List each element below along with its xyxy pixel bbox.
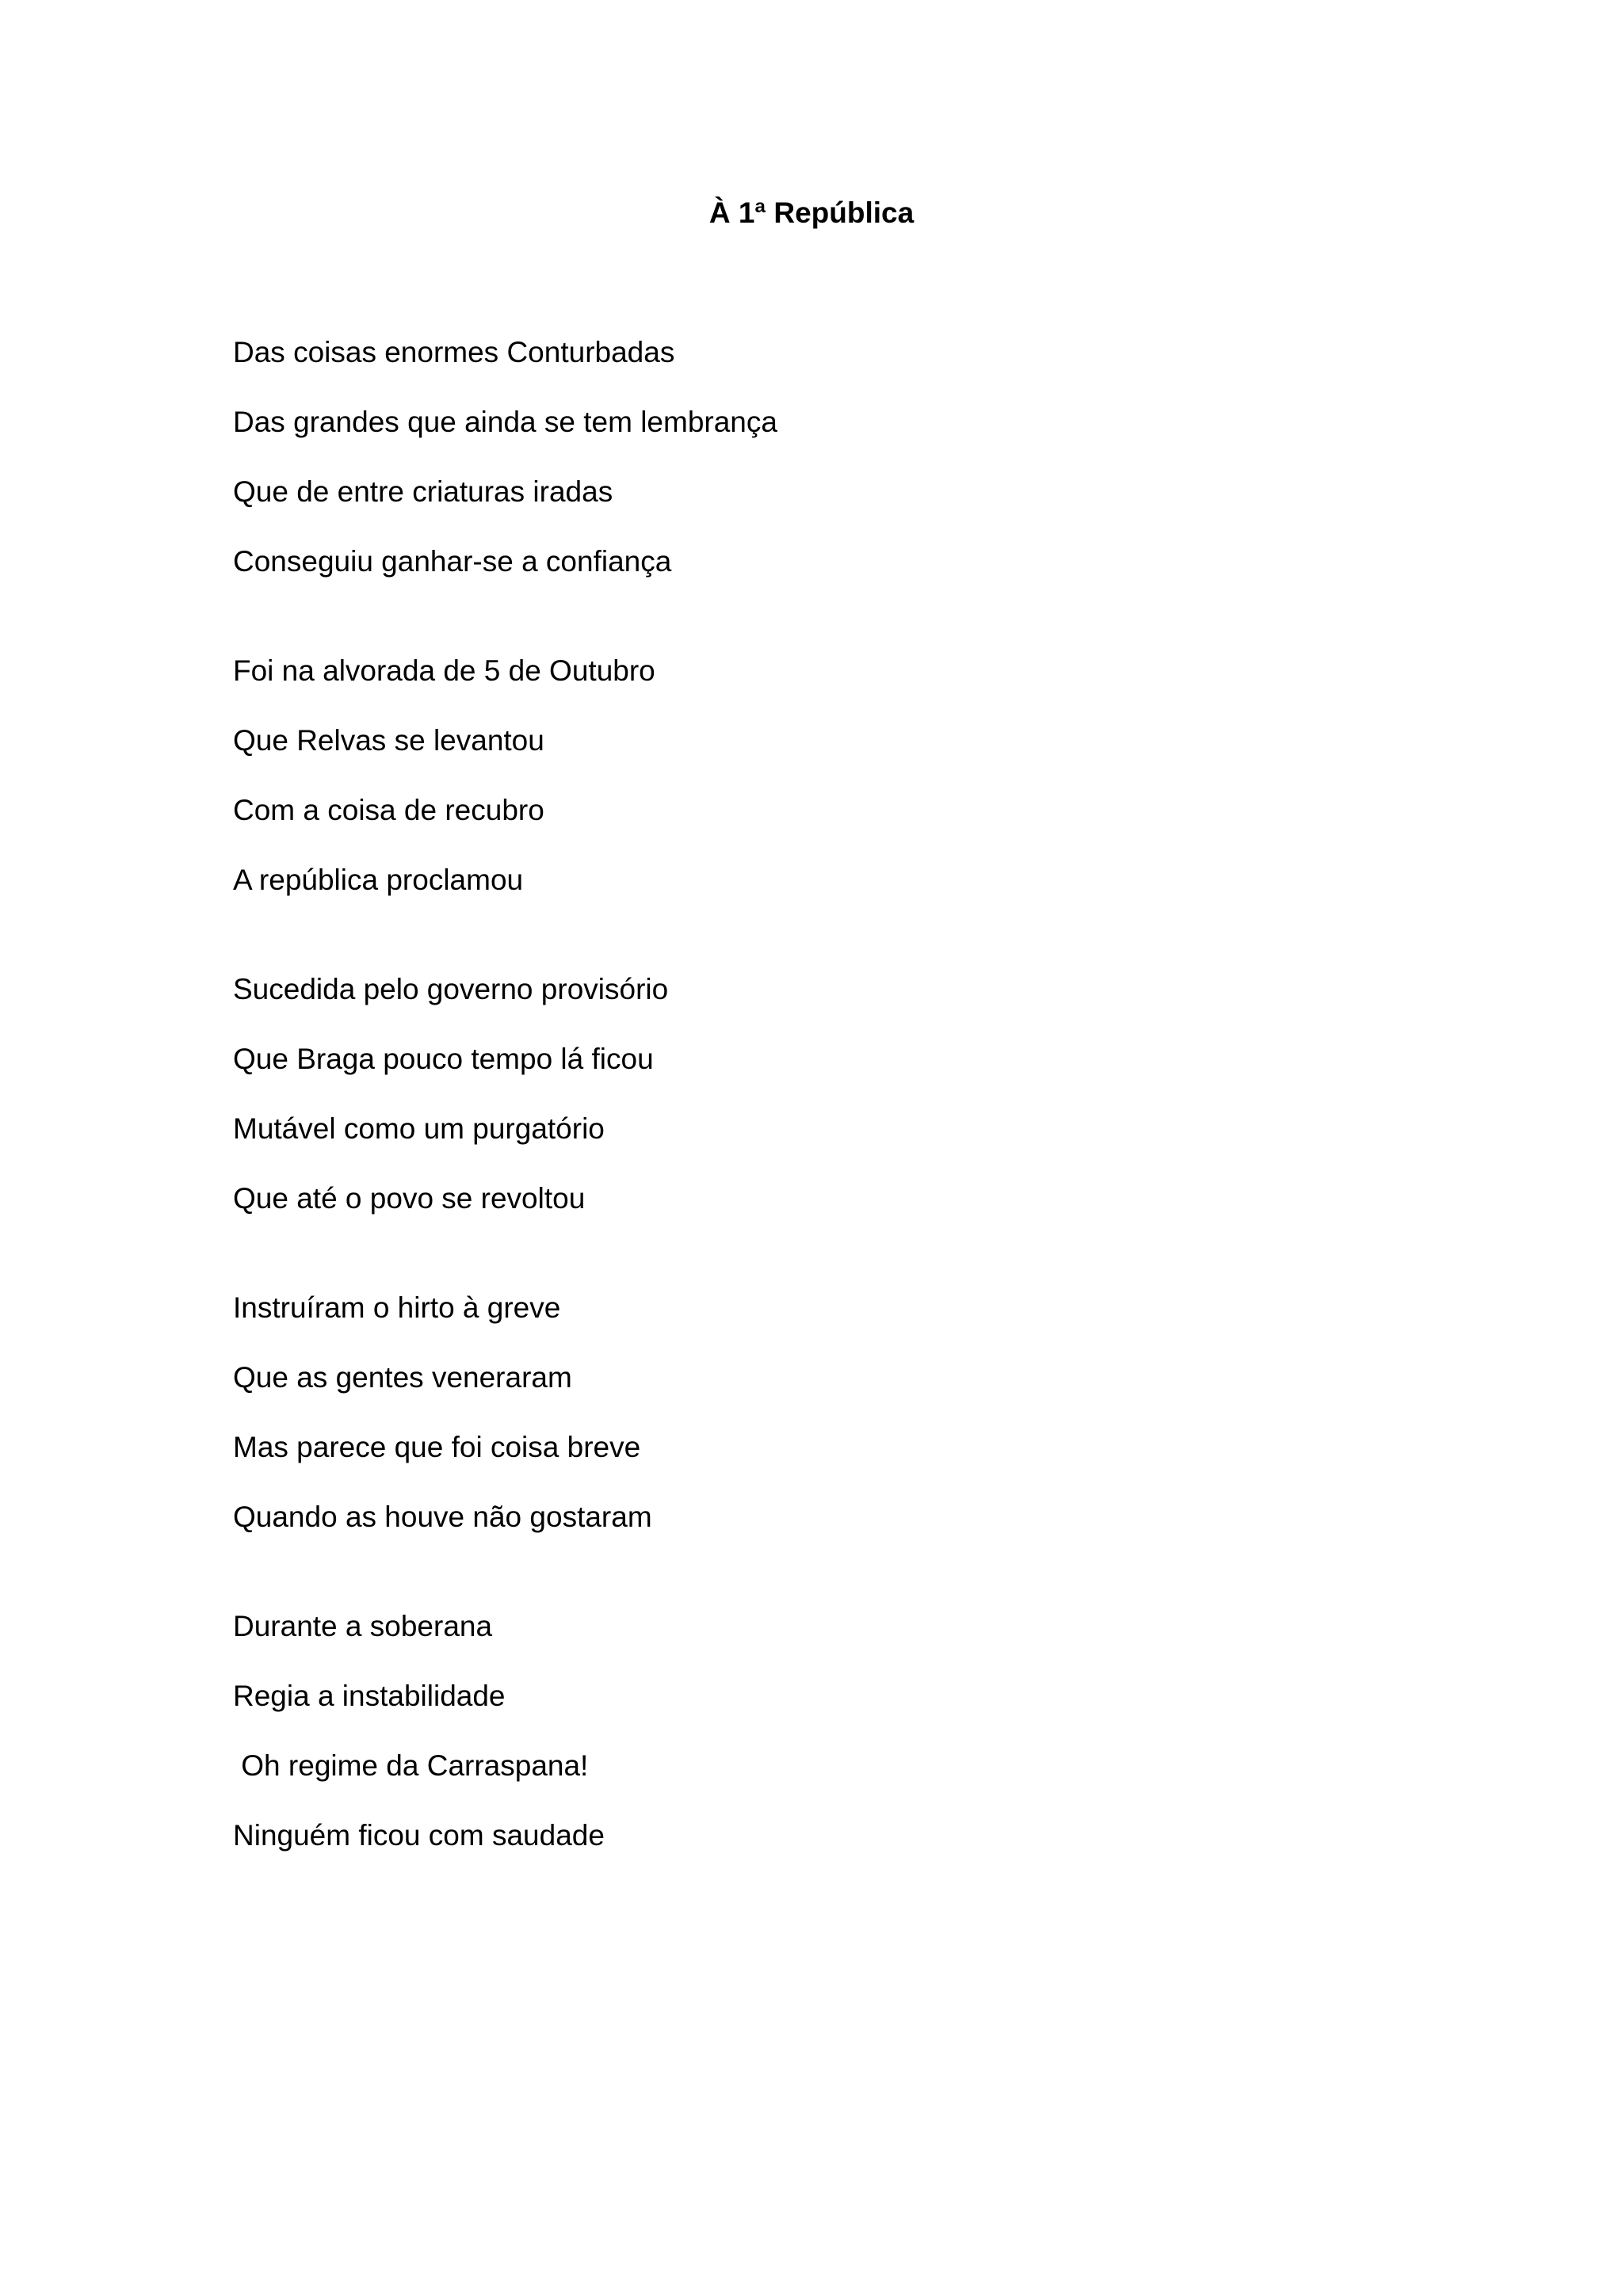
stanza-3: [233, 970, 1422, 1219]
stanza-2: [233, 651, 1422, 900]
poem-title: À 1ª República: [708, 196, 915, 229]
stanza-1: [233, 333, 1422, 582]
poem-line: Regia a instabilidade: [233, 1680, 506, 1712]
poem-line: Com a coisa de recubro: [233, 794, 544, 826]
stanza-4: [233, 1288, 1422, 1537]
poem-line: Mutável como um purgatório: [233, 1112, 605, 1145]
poem-line: Durante a soberana: [233, 1610, 493, 1642]
poem-body: [233, 333, 1422, 1925]
poem-line: Oh regime da Carraspana!: [233, 1749, 589, 1782]
poem-line: Que Relvas se levantou: [233, 724, 544, 757]
poem-line: Que Braga pouco tempo lá ficou: [233, 1043, 654, 1075]
poem-line: Foi na alvorada de 5 de Outubro: [233, 654, 655, 687]
poem-line: Conseguiu ganhar-se a confiança: [233, 545, 672, 578]
poem-line: Quando as houve não gostaram: [233, 1501, 652, 1533]
poem-line: Mas parece que foi coisa breve: [233, 1431, 641, 1463]
poem-line: Das coisas enormes Conturbadas: [233, 336, 675, 368]
poem-line: A república proclamou: [233, 864, 524, 896]
poem-line: Instruíram o hirto à greve: [233, 1291, 561, 1324]
poem-line: Que de entre criaturas iradas: [233, 475, 613, 508]
poem-line: Das grandes que ainda se tem lembrança: [233, 406, 777, 438]
poem-line: Que as gentes veneraram: [233, 1361, 572, 1394]
poem-line: Ninguém ficou com saudade: [233, 1819, 605, 1852]
stanza-5: [233, 1607, 1422, 1855]
poem-line: Que até o povo se revoltou: [233, 1182, 586, 1215]
poem-line: Sucedida pelo governo provisório: [233, 973, 669, 1005]
